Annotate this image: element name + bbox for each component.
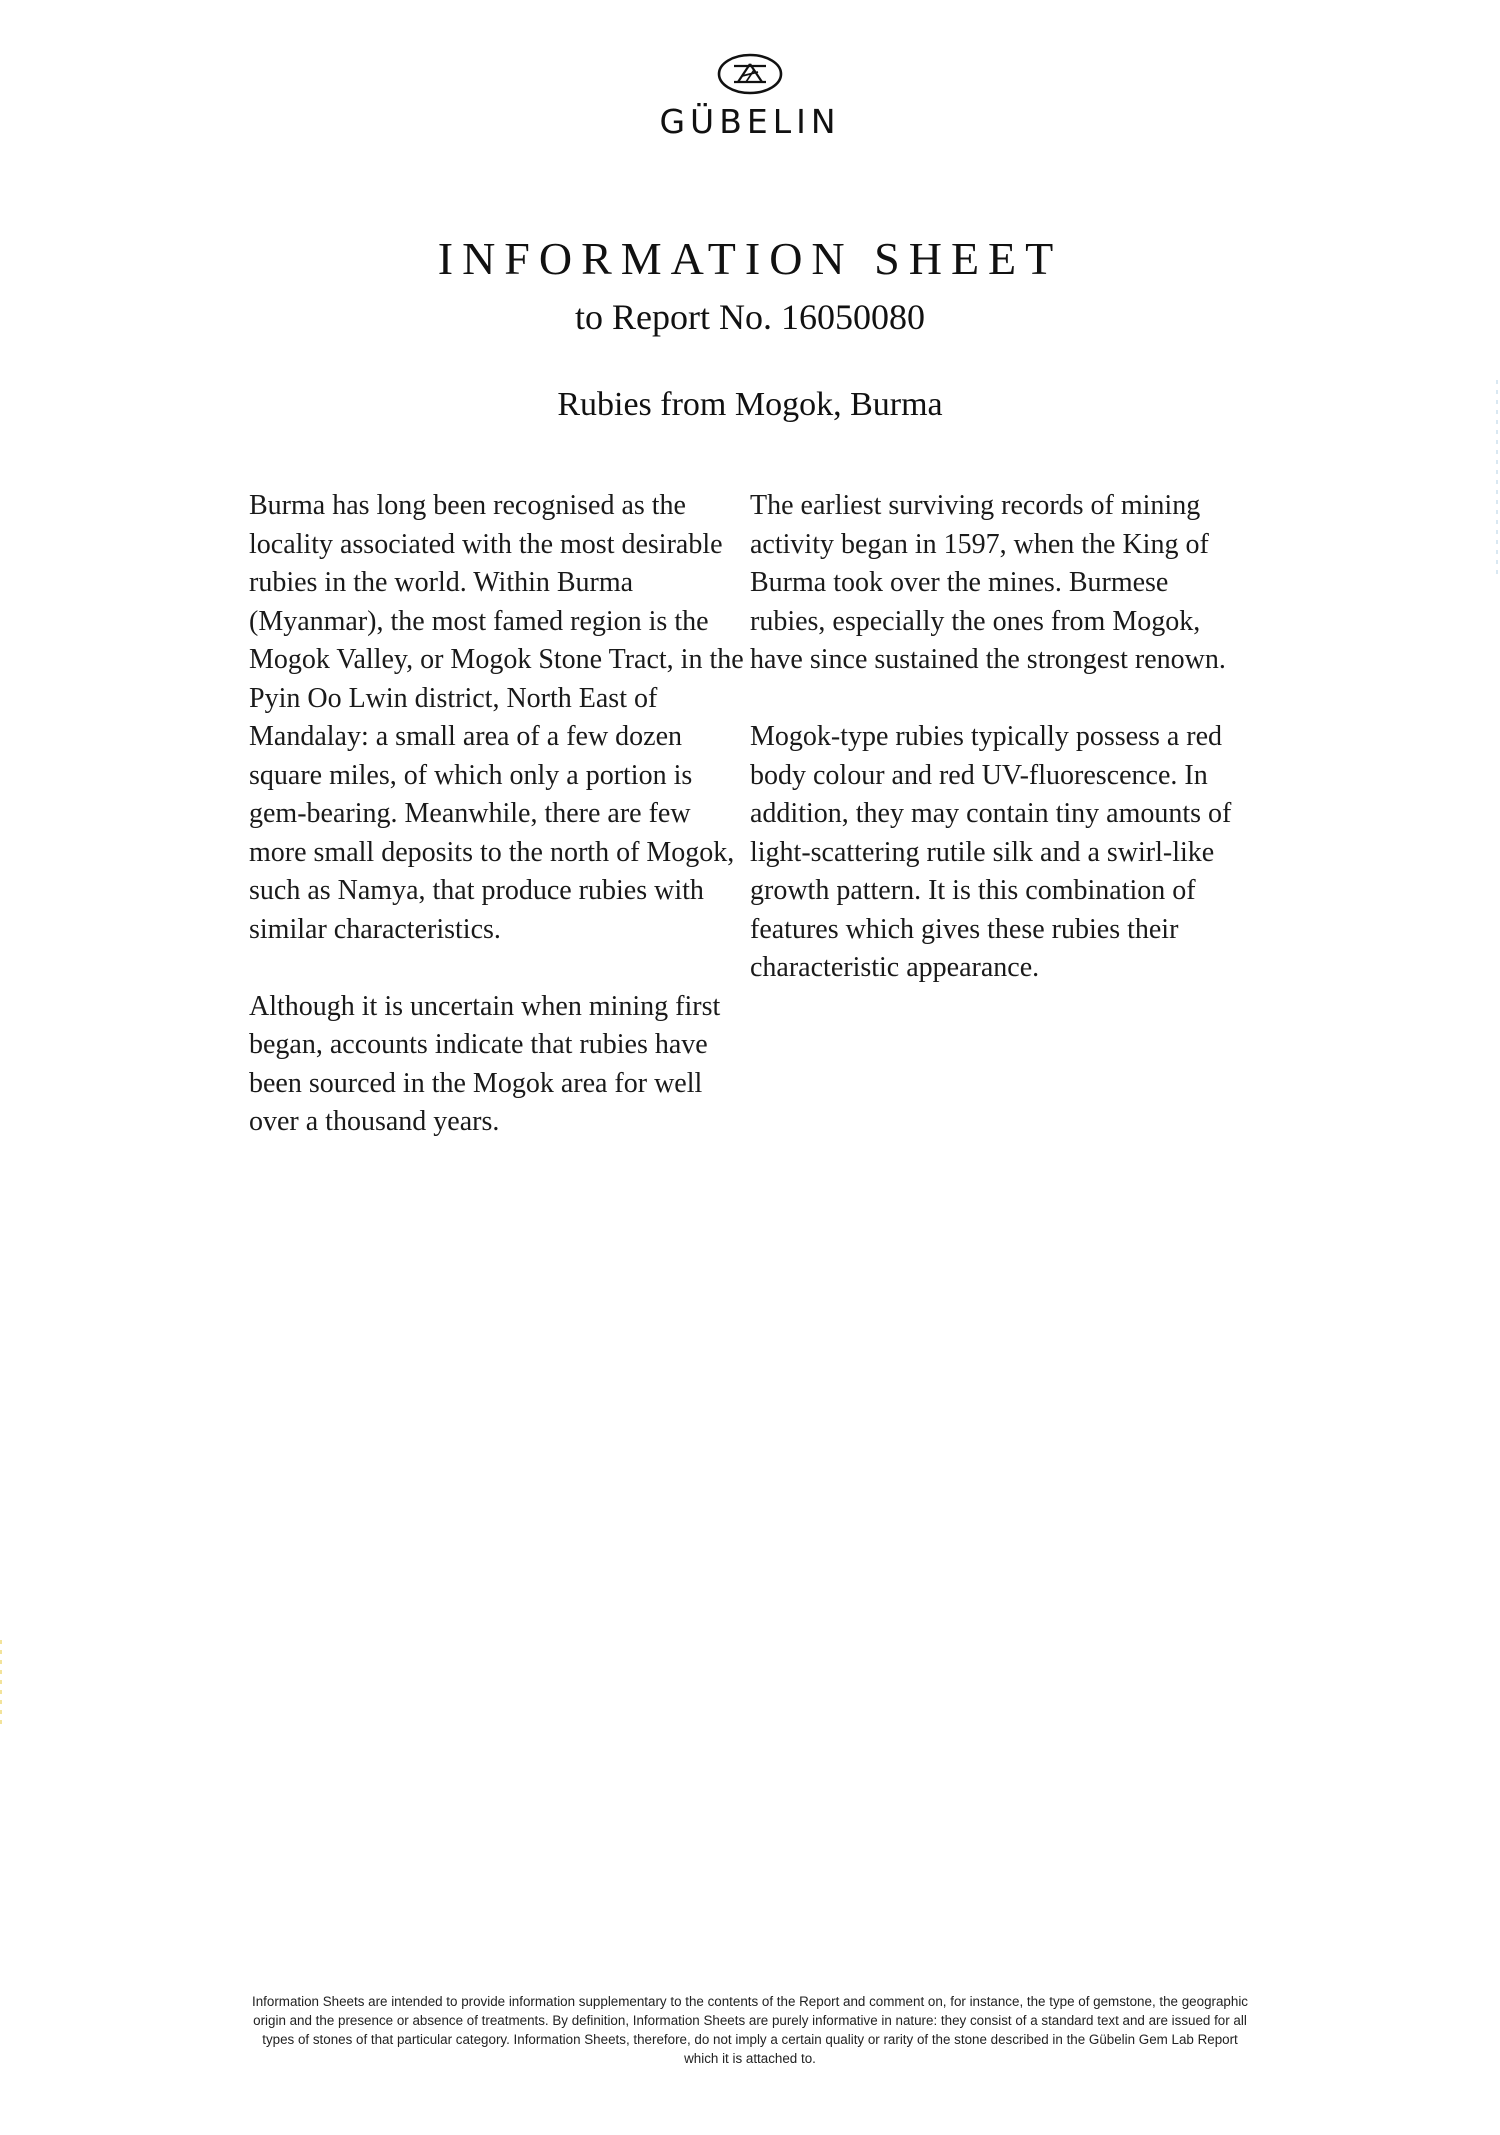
section-heading: Rubies from Mogok, Burma — [557, 386, 943, 423]
right-text-column — [750, 487, 1250, 1026]
paragraph: The earliest surviving records of mining activity began in 1597, when the King of Burma took over the mines. Burmese rubies, especially the ones from Mogok, have since sustained the strongest renown. — [750, 490, 1226, 675]
paragraph: Mogok-type rubies typically possess a red body colour and red UV-fluorescence. In addition, they may contain tiny amounts of light-scattering rutile silk and a swirl-like growth pattern. It is this combination of features which gives these rubies their characteristic appearance. — [750, 721, 1232, 983]
footer-disclaimer: Information Sheets are intended to provide information supplementary to the contents of the Report and comment on, for instance, the type of gemstone, the geographic origin and the presence or absence of treatments. By definition, Information Sheets are purely informative in nature: they consist of a standard text and are issued for all types of stones of that particular category. Information Sheets, therefore, do not imply a certain quality or rarity of the stone described in the Gübelin Gem Lab Report which it is attached to. — [252, 1994, 1248, 2066]
brand-logo — [0, 52, 1500, 141]
scan-edge-mark-left — [0, 1640, 2, 1730]
report-number-line: to Report No. 16050080 — [575, 297, 925, 337]
paragraph: Burma has long been recognised as the locality associated with the most desirable rubies in the world. Within Burma (Myanmar), the most famed region is the Mogok Valley, or Mogok Stone Tract, in the Pyin Oo Lwin district, North East of Mandalay: a small area of a few dozen square miles, of which only a portion is gem-bearing. Meanwhile, there are few more small deposits to the north of Mogok, such as Namya, that produce rubies with similar characteristics. — [249, 490, 744, 945]
page-title: INFORMATION SHEET — [437, 233, 1063, 284]
left-text-column — [249, 487, 744, 1180]
paragraph: Although it is uncertain when mining first began, accounts indicate that rubies have been sourced in the Mogok area for well over a thousand years. — [249, 990, 721, 1137]
gubelin-emblem-icon — [716, 52, 784, 96]
brand-wordmark: GÜBELIN — [659, 102, 841, 141]
